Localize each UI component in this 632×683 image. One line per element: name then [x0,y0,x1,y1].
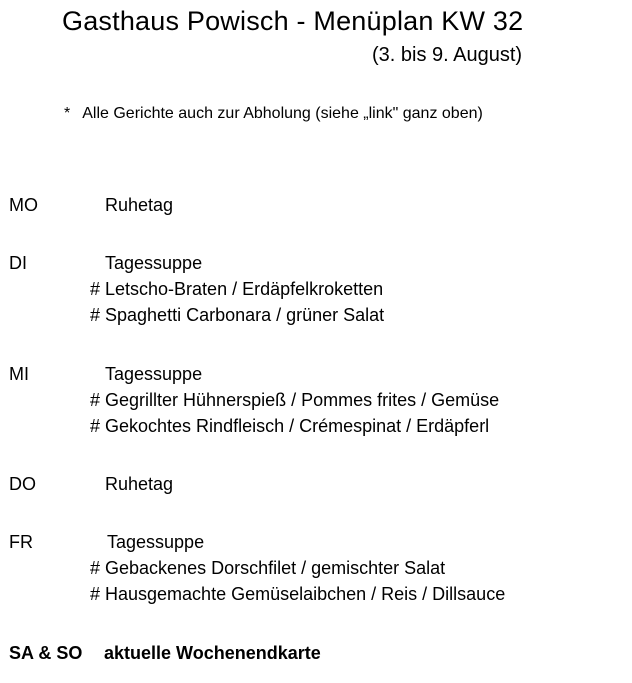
dish-mi-1: # Gegrillter Hühnerspieß / Pommes frites / Gemüse [90,390,500,410]
note-asterisk: * [64,105,71,122]
day-label-mi: MI [9,364,29,384]
day-label-do: DO [9,474,36,494]
day-item-mo: Ruhetag [105,195,174,215]
day-label-saso: SA & SO [9,643,83,663]
date-range: (3. bis 9. August) [372,44,523,66]
note-text: Alle Gerichte auch zur Abholung (siehe „link" ganz oben) [82,105,483,122]
day-item-di: Tagessuppe [105,253,203,273]
dish-fr-1: # Gebackenes Dorschfilet / gemischter Salat [90,558,446,578]
day-label-fr: FR [9,532,33,552]
dish-mi-2: # Gekochtes Rindfleisch / Crémespinat / Erdäpferl [90,416,490,436]
page-title: Gasthaus Powisch - Menüplan KW 32 [62,6,524,36]
dish-di-2: # Spaghetti Carbonara / grüner Salat [90,305,385,325]
pickup-note [64,105,483,123]
day-item-saso: aktuelle Wochenendkarte [104,643,321,663]
day-label-mo: MO [9,195,38,215]
day-label-di: DI [9,253,27,273]
dish-fr-2: # Hausgemachte Gemüselaibchen / Reis / Dillsauce [90,584,506,604]
day-item-do: Ruhetag [105,474,174,494]
day-item-fr: Tagessuppe [107,532,205,552]
day-item-mi: Tagessuppe [105,364,203,384]
dish-di-1: # Letscho-Braten / Erdäpfelkroketten [90,279,384,299]
